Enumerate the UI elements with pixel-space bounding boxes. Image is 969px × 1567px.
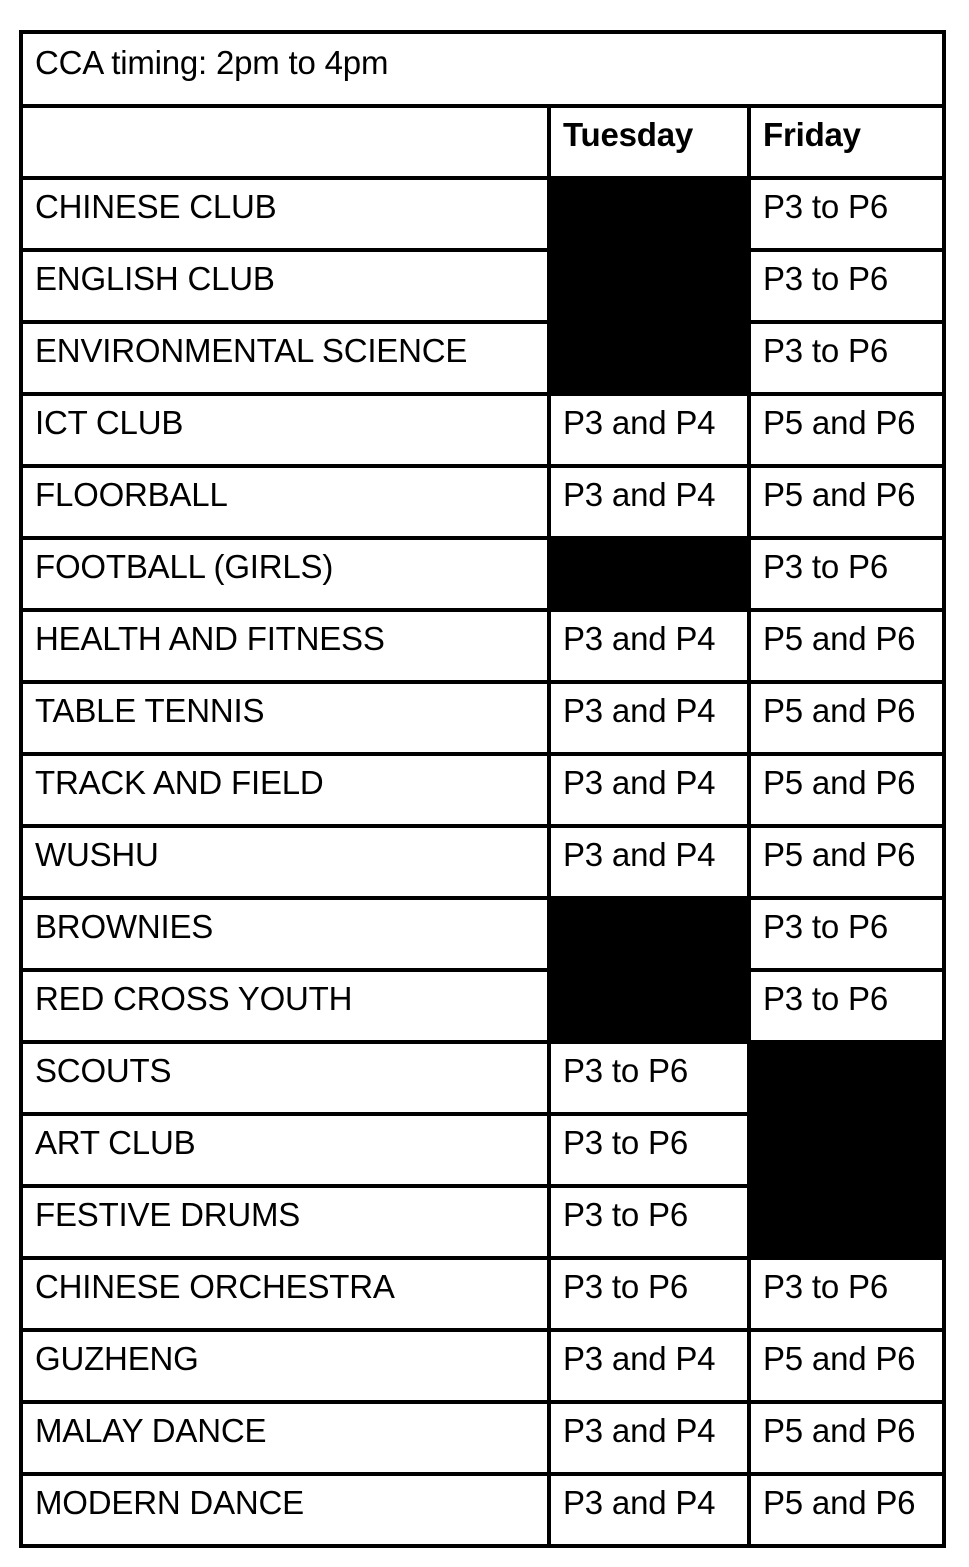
table-row [21,1402,944,1474]
tuesday-cell [549,538,749,610]
table-row [21,610,944,682]
tuesday-cell: P3 to P6 [549,1186,749,1258]
table-title-row [21,32,944,106]
friday-cell: P5 and P6 [749,682,944,754]
cca-name-cell: MODERN DANCE [21,1474,549,1546]
table-row [21,1042,944,1114]
friday-cell: P3 to P6 [749,322,944,394]
tuesday-cell: P3 and P4 [549,466,749,538]
tuesday-cell [549,898,749,970]
table-row [21,1258,944,1330]
friday-cell: P5 and P6 [749,754,944,826]
tuesday-cell: P3 and P4 [549,610,749,682]
friday-cell [749,1186,944,1258]
cca-name-cell: CHINESE ORCHESTRA [21,1258,549,1330]
table-row [21,1186,944,1258]
friday-cell: P5 and P6 [749,826,944,898]
friday-cell [749,1042,944,1114]
table-row [21,1474,944,1546]
tuesday-cell [549,178,749,250]
table-header-row [21,106,944,178]
cca-name-cell: ICT CLUB [21,394,549,466]
cca-name-cell: RED CROSS YOUTH [21,970,549,1042]
table-row [21,682,944,754]
friday-cell: P5 and P6 [749,1402,944,1474]
table-row [21,970,944,1042]
tuesday-cell: P3 and P4 [549,1330,749,1402]
header-cca-blank [21,106,549,178]
cca-name-cell: HEALTH AND FITNESS [21,610,549,682]
header-tuesday: Tuesday [549,106,749,178]
cca-name-cell: CHINESE CLUB [21,178,549,250]
tuesday-cell [549,970,749,1042]
tuesday-cell: P3 and P4 [549,1402,749,1474]
friday-cell: P3 to P6 [749,1258,944,1330]
cca-name-cell: FOOTBALL (GIRLS) [21,538,549,610]
table-row [21,466,944,538]
tuesday-cell: P3 and P4 [549,1474,749,1546]
cca-name-cell: WUSHU [21,826,549,898]
tuesday-cell: P3 and P4 [549,682,749,754]
cca-name-cell: BROWNIES [21,898,549,970]
cca-schedule-table [19,30,946,1548]
tuesday-cell: P3 to P6 [549,1258,749,1330]
table-row [21,754,944,826]
table-row [21,178,944,250]
cca-name-cell: FLOORBALL [21,466,549,538]
table-row [21,322,944,394]
friday-cell: P5 and P6 [749,1330,944,1402]
table-row [21,538,944,610]
header-friday: Friday [749,106,944,178]
friday-cell: P3 to P6 [749,898,944,970]
cca-name-cell: GUZHENG [21,1330,549,1402]
tuesday-cell [549,322,749,394]
tuesday-cell: P3 to P6 [549,1042,749,1114]
table-row [21,898,944,970]
table-row [21,826,944,898]
friday-cell: P3 to P6 [749,250,944,322]
tuesday-cell: P3 and P4 [549,394,749,466]
cca-name-cell: ENVIRONMENTAL SCIENCE [21,322,549,394]
friday-cell: P5 and P6 [749,394,944,466]
friday-cell: P3 to P6 [749,178,944,250]
cca-name-cell: TABLE TENNIS [21,682,549,754]
friday-cell: P3 to P6 [749,970,944,1042]
cca-name-cell: MALAY DANCE [21,1402,549,1474]
table-row [21,394,944,466]
friday-cell: P3 to P6 [749,538,944,610]
tuesday-cell: P3 to P6 [549,1114,749,1186]
friday-cell: P5 and P6 [749,610,944,682]
table-row [21,250,944,322]
tuesday-cell: P3 and P4 [549,826,749,898]
friday-cell [749,1114,944,1186]
friday-cell: P5 and P6 [749,1474,944,1546]
cca-name-cell: ENGLISH CLUB [21,250,549,322]
table-row [21,1330,944,1402]
cca-name-cell: ART CLUB [21,1114,549,1186]
tuesday-cell: P3 and P4 [549,754,749,826]
cca-name-cell: TRACK AND FIELD [21,754,549,826]
table-title: CCA timing: 2pm to 4pm [21,32,944,106]
friday-cell: P5 and P6 [749,466,944,538]
cca-name-cell: FESTIVE DRUMS [21,1186,549,1258]
table-row [21,1114,944,1186]
tuesday-cell [549,250,749,322]
cca-name-cell: SCOUTS [21,1042,549,1114]
